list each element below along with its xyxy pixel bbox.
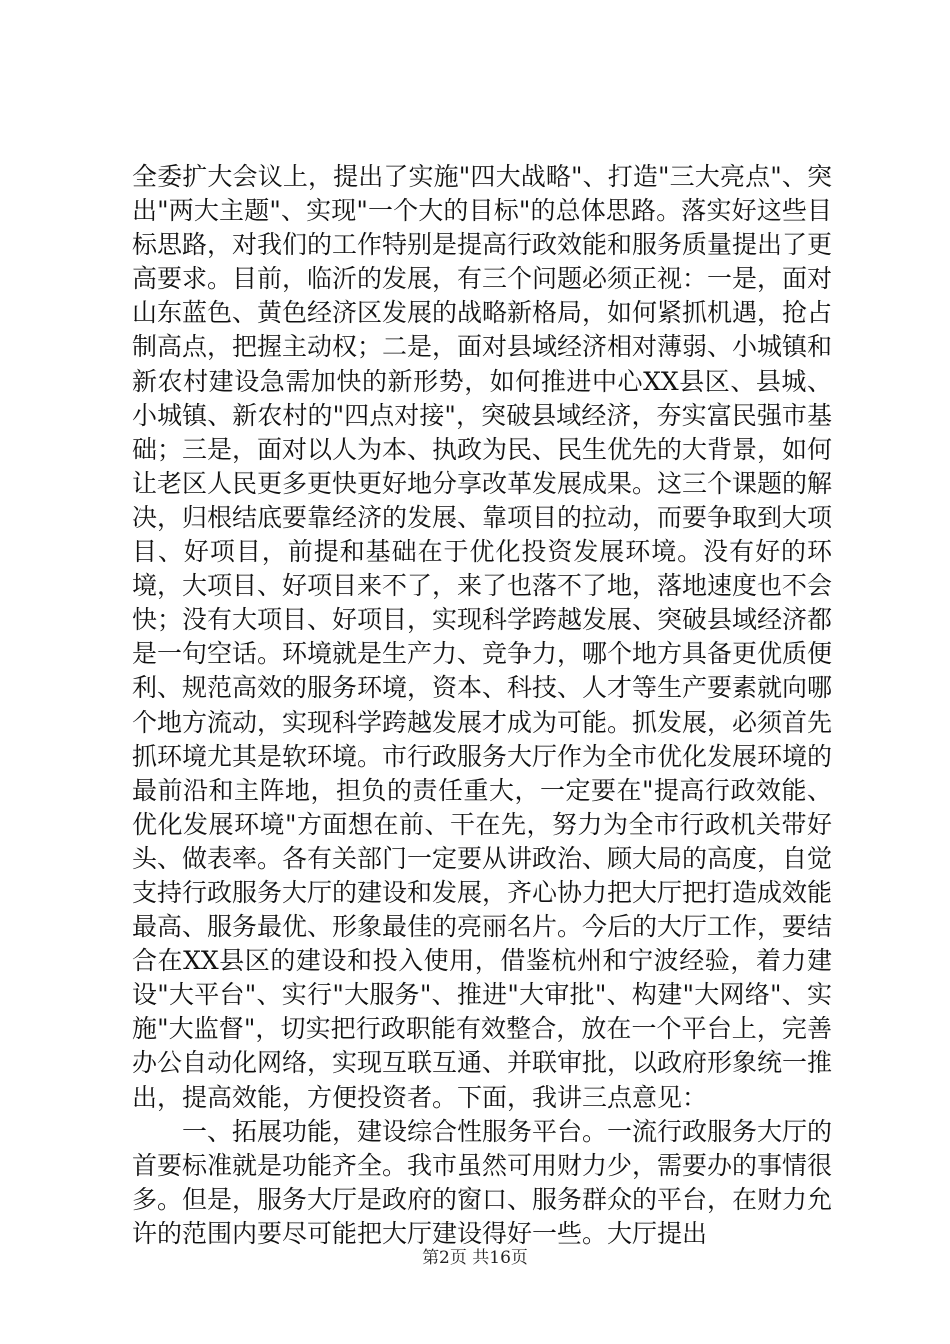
paragraph-1: 全委扩大会议上，提出了实施"四大战略"、打造"三大亮点"、突出"两大主题"、实现"一个大的目标"的总体思路。落实好这些目标思路，对我们的工作特别是提高行政效能和服务质量提出了更高要求。目前，临沂的发展，有三个问题必须正视：一是，面对山东蓝色、黄色经济区发展的战略新格局，如何紧抓机遇，抢占制高点，把握主动权；二是，面对县域经济相对薄弱、小城镇和新农村建设急需加快的新形势，如何推进中心XX县区、县城、小城镇、新农村的"四点对接"，突破县域经济，夯实富民强市基础；三是，面对以人为本、执政为民、民生优先的大背景，如何让老区人民更多更快更好地分享改革发展成果。这三个课题的解决，归根结底要靠经济的发展、靠项目的拉动，而要争取到大项目、好项目，前提和基础在于优化投资发展环境。没有好的环境，大项目、好项目来不了，来了也落不了地，落地速度也不会快；没有大项目、好项目，实现科学跨越发展、突破县域经济都是一句空话。环境就是生产力、竞争力，哪个地方具备更优质便利、规范高效的服务环境，资本、科技、人才等生产要素就向哪个地方流动，实现科学跨越发展才成为可能。抓发展，必须首先抓环境尤其是软环境。市行政服务大厅作为全市优化发展环境的最前沿和主阵地，担负的责任重大，一定要在"提高行政效能、优化发展环境"方面想在前、干在先，努力为全市行政机关带好头、做表率。各有关部门一定要从讲政治、顾大局的高度，自觉支持行政服务大厅的建设和发展，齐心协力把大厅把打造成效能最高、服务最优、形象最佳的亮丽名片。今后的大厅工作，要结合在XX县区的建设和投入使用，借鉴杭州和宁波经验，着力建设"大平台"、实行"大服务"、推进"大审批"、构建"大网络"、实施"大监督"，切实把行政职能有效整合，放在一个平台上，完善办公自动化网络，实现互联互通、并联审批，以政府形象统一推出，提高效能，方便投资者。下面，我讲三点意见： — [132, 162, 833, 1112]
body-text — [132, 160, 832, 1251]
paragraph-2: 一、拓展功能，建设综合性服务平台。一流行政服务大厅的首要标准就是功能齐全。我市虽然可用财力少，需要办的事情很多。但是，服务大厅是政府的窗口、服务群众的平台，在财力允许的范围内要尽可能把大厅建设得好一些。大厅提出 — [132, 1116, 833, 1248]
page-number-footer: 第2页 共16页 — [422, 1248, 528, 1268]
